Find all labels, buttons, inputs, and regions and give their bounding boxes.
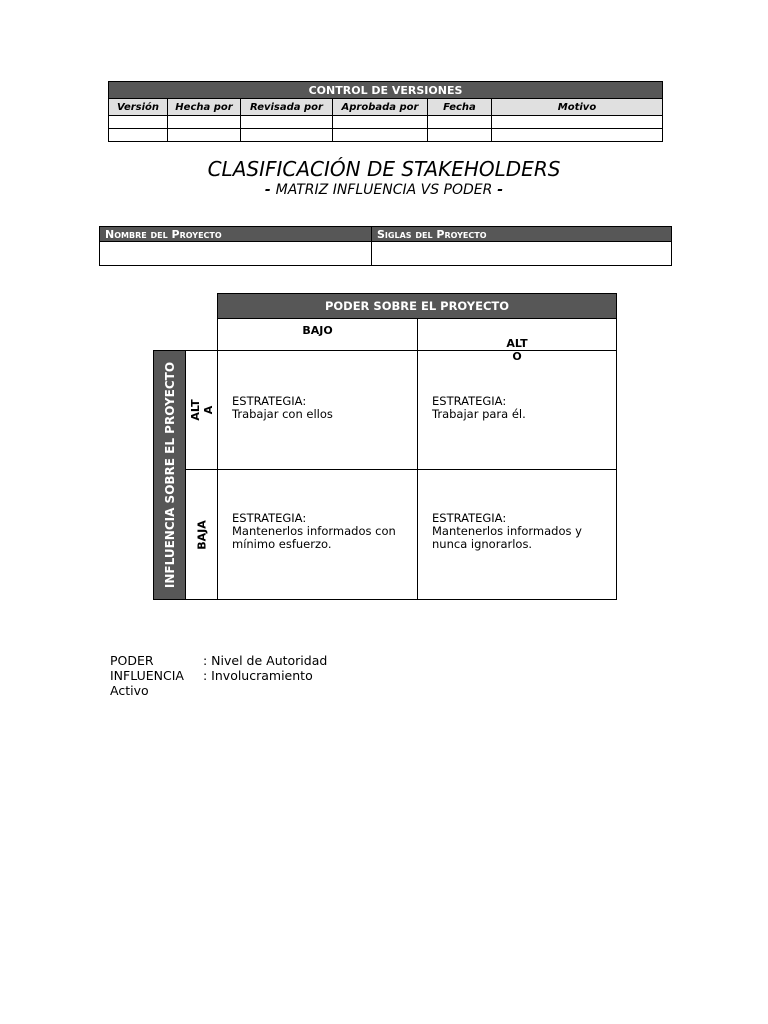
col-version: Versión [109,99,168,116]
influence-header [153,350,186,600]
table-row [109,116,663,129]
legend [110,653,327,698]
project-acronym-field[interactable] [372,242,672,266]
col-approved-by: Aprobada por [333,99,428,116]
legend-power-def: : Nivel de Autoridad [203,653,328,668]
project-name-field[interactable] [100,242,372,266]
made-by-cell[interactable] [168,129,241,142]
strategy-text: ESTRATEGIA: Trabajar para él. [432,394,526,421]
col-reviewed-by: Revisada por [241,99,333,116]
reason-cell[interactable] [492,129,663,142]
version-cell[interactable] [109,129,168,142]
project-name-label: Nombre del Proyecto [100,227,372,242]
subtitle-text: MATRIZ INFLUENCIA VS PODER [275,182,493,198]
cell-low-influence-high-power [417,469,617,600]
power-low-text: BAJO [302,324,333,337]
col-reason: Motivo [492,99,663,116]
version-control-table [108,81,663,142]
influence-low-header [185,469,218,600]
legend-influence [110,668,327,683]
document-title: CLASIFICACIÓN DE STAKEHOLDERS [207,157,561,181]
influence-high-text: ALT A [188,399,215,421]
reason-cell[interactable] [492,116,663,129]
col-date: Fecha [428,99,492,116]
subtitle-dash-right: - [492,182,504,198]
legend-power [110,653,327,668]
date-cell[interactable] [428,116,492,129]
cell-high-influence-high-power [417,350,617,470]
legend-influence-term: INFLUENCIA [110,668,184,683]
project-table [99,226,672,266]
document-subtitle [0,182,768,198]
influence-low-text: BAJA [195,519,208,550]
approved-by-cell[interactable] [333,129,428,142]
approved-by-cell[interactable] [333,116,428,129]
strategy-text: ESTRATEGIA: Mantenerlos informados y nunca ignorarlos. [432,511,582,551]
reviewed-by-cell[interactable] [241,116,333,129]
power-low-header [217,318,418,351]
project-acronym-label: Siglas del Proyecto [372,227,672,242]
made-by-cell[interactable] [168,116,241,129]
table-row [109,129,663,142]
version-control-header-row [109,99,663,116]
col-made-by: Hecha por [168,99,241,116]
strategy-text: ESTRATEGIA: Mantenerlos informados con mínimo esfuerzo. [232,511,396,551]
power-header [217,293,617,319]
date-cell[interactable] [428,129,492,142]
power-high-header [417,318,617,363]
power-high-text: ALT O [506,337,528,363]
version-cell[interactable] [109,116,168,129]
cell-high-influence-low-power [217,350,418,470]
subtitle-dash-left: - [264,182,276,198]
legend-influence-def: : Involucramiento [203,668,313,683]
influence-high-header [185,350,218,470]
reviewed-by-cell[interactable] [241,129,333,142]
legend-power-term: PODER [110,653,154,668]
strategy-text: ESTRATEGIA: Trabajar con ellos [232,394,333,421]
legend-influence-def-cont: Activo [110,683,149,698]
cell-low-influence-low-power [217,469,418,600]
power-header-text: PODER SOBRE EL PROYECTO [324,299,510,313]
version-control-title: CONTROL DE VERSIONES [109,82,663,99]
influence-header-text: INFLUENCIA SOBRE EL PROYECTO [162,361,177,589]
